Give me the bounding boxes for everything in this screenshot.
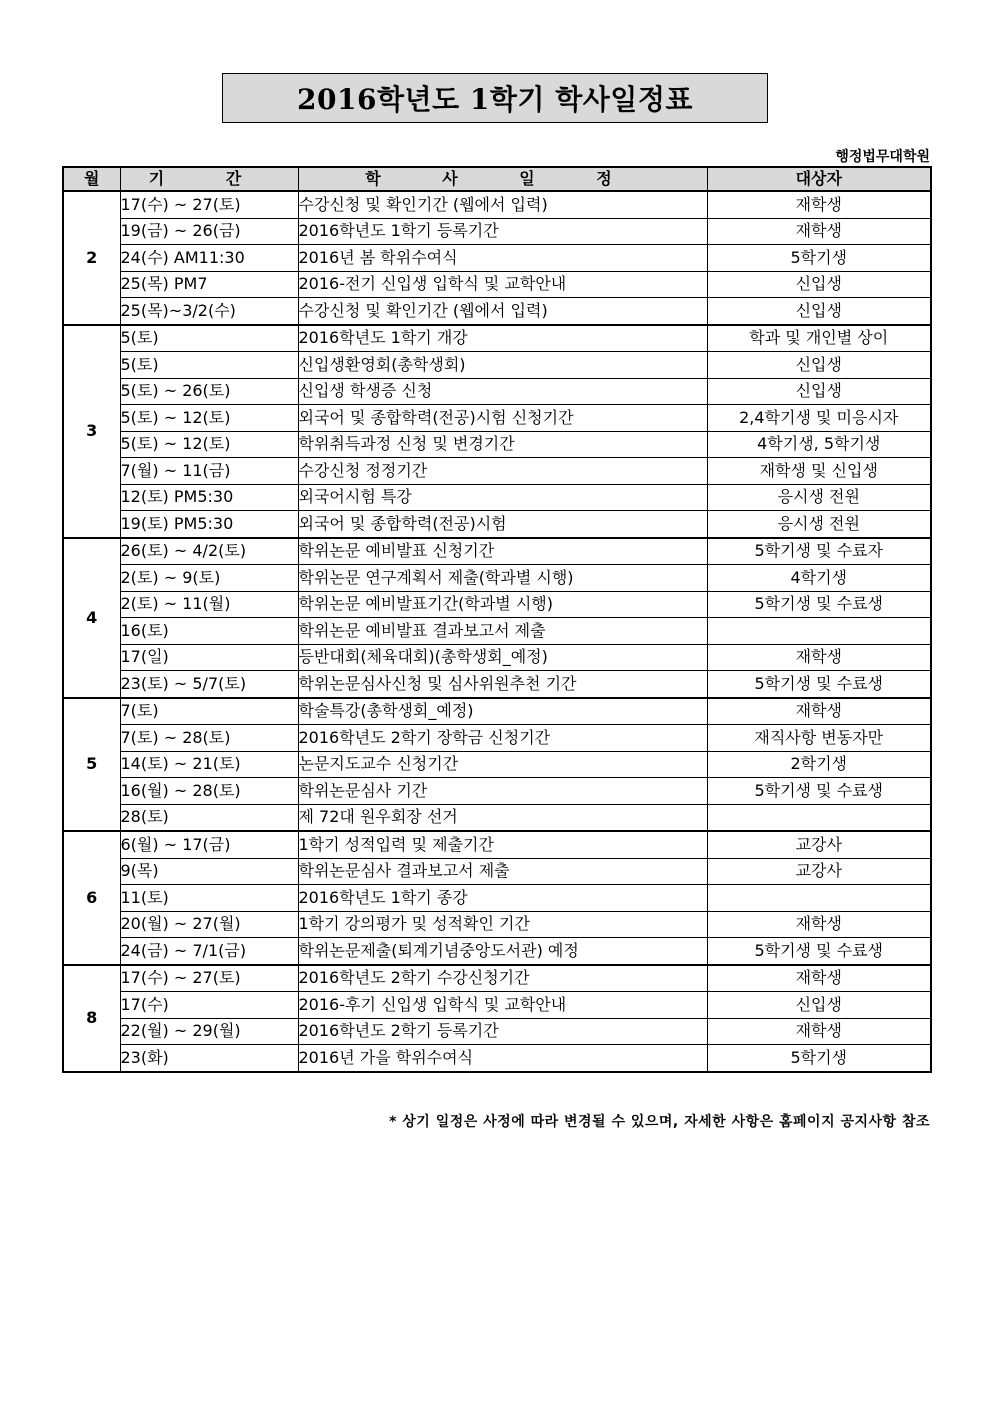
period-cell: 24(수) AM11:30	[120, 245, 298, 272]
event-cell: 제 72대 원우회장 선거	[298, 804, 707, 831]
event-cell: 2016년 가을 학위수여식	[298, 1045, 707, 1072]
period-cell: 7(토) ~ 28(토)	[120, 725, 298, 752]
period-cell: 7(월) ~ 11(금)	[120, 458, 298, 485]
target-cell: 재학생	[707, 644, 931, 671]
table-row	[63, 352, 931, 379]
table-row	[63, 538, 931, 565]
table-row	[63, 938, 931, 965]
period-cell: 5(토) ~ 12(토)	[120, 431, 298, 458]
table-row	[63, 591, 931, 618]
target-cell: 신입생	[707, 298, 931, 325]
table-row	[63, 565, 931, 592]
table-row	[63, 911, 931, 938]
target-cell: 4학기생, 5학기생	[707, 431, 931, 458]
event-cell: 학위논문 예비발표 결과보고서 제출	[298, 618, 707, 645]
target-cell: 신입생	[707, 992, 931, 1019]
target-cell: 5학기생	[707, 1045, 931, 1072]
event-cell: 학술특강(총학생회_예정)	[298, 698, 707, 725]
target-cell: 응시생 전원	[707, 484, 931, 511]
target-cell	[707, 885, 931, 912]
table-row	[63, 511, 931, 538]
table-row	[63, 298, 931, 325]
table-row	[63, 245, 931, 272]
footnote: * 상기 일정은 사정에 따라 변경될 수 있으며, 자세한 사항은 홈페이지 공지사항 참조	[389, 1114, 930, 1130]
target-cell: 재학생	[707, 1018, 931, 1045]
month-cell: 2	[63, 191, 120, 325]
event-cell: 2016학년도 2학기 장학금 신청기간	[298, 725, 707, 752]
event-cell: 학위논문 예비발표기간(학과별 시행)	[298, 591, 707, 618]
month-cell: 8	[63, 965, 120, 1072]
period-cell: 23(화)	[120, 1045, 298, 1072]
period-cell: 17(수) ~ 27(토)	[120, 191, 298, 218]
table-row	[63, 858, 931, 885]
table-row	[63, 618, 931, 645]
header-event: 학 사 일 정	[298, 167, 707, 191]
table-row	[63, 325, 931, 352]
table-row	[63, 218, 931, 245]
target-cell: 응시생 전원	[707, 511, 931, 538]
target-cell: 2학기생	[707, 751, 931, 778]
period-cell: 23(토) ~ 5/7(토)	[120, 671, 298, 698]
table-row	[63, 191, 931, 218]
target-cell: 교강사	[707, 858, 931, 885]
event-cell: 1학기 성적입력 및 제출기간	[298, 831, 707, 858]
period-cell: 6(월) ~ 17(금)	[120, 831, 298, 858]
table-row	[63, 484, 931, 511]
table-row	[63, 698, 931, 725]
table-row	[63, 725, 931, 752]
event-cell: 2016학년도 2학기 수강신청기간	[298, 965, 707, 992]
month-cell: 4	[63, 538, 120, 698]
event-cell: 2016학년도 1학기 등록기간	[298, 218, 707, 245]
event-cell: 2016학년도 1학기 개강	[298, 325, 707, 352]
header-period: 기 간	[120, 167, 298, 191]
period-cell: 9(목)	[120, 858, 298, 885]
table-row	[63, 431, 931, 458]
period-cell: 5(토)	[120, 325, 298, 352]
event-cell: 학위논문심사신청 및 심사위원추천 기간	[298, 671, 707, 698]
table-row	[63, 271, 931, 298]
table-row	[63, 804, 931, 831]
target-cell	[707, 804, 931, 831]
period-cell: 14(토) ~ 21(토)	[120, 751, 298, 778]
target-cell: 5학기생 및 수료생	[707, 591, 931, 618]
target-cell: 신입생	[707, 378, 931, 405]
event-cell: 학위논문 예비발표 신청기간	[298, 538, 707, 565]
event-cell: 1학기 강의평가 및 성적확인 기간	[298, 911, 707, 938]
target-cell: 5학기생	[707, 245, 931, 272]
table-row	[63, 1018, 931, 1045]
event-cell: 외국어시험 특강	[298, 484, 707, 511]
target-cell: 5학기생 및 수료생	[707, 671, 931, 698]
table-row	[63, 405, 931, 432]
target-cell: 재학생	[707, 191, 931, 218]
table-row	[63, 778, 931, 805]
period-cell: 17(수) ~ 27(토)	[120, 965, 298, 992]
period-cell: 20(월) ~ 27(월)	[120, 911, 298, 938]
event-cell: 학위논문심사 결과보고서 제출	[298, 858, 707, 885]
event-cell: 학위취득과정 신청 및 변경기간	[298, 431, 707, 458]
month-cell: 5	[63, 698, 120, 832]
period-cell: 22(월) ~ 29(월)	[120, 1018, 298, 1045]
period-cell: 24(금) ~ 7/1(금)	[120, 938, 298, 965]
month-cell: 3	[63, 325, 120, 538]
table-header-row	[63, 167, 931, 191]
target-cell: 재학생 및 신입생	[707, 458, 931, 485]
table-row	[63, 965, 931, 992]
table-row	[63, 1045, 931, 1072]
table-row	[63, 644, 931, 671]
period-cell: 12(토) PM5:30	[120, 484, 298, 511]
table-row	[63, 885, 931, 912]
target-cell: 재학생	[707, 698, 931, 725]
month-cell: 6	[63, 831, 120, 965]
period-cell: 7(토)	[120, 698, 298, 725]
period-cell: 5(토)	[120, 352, 298, 379]
event-cell: 수강신청 및 확인기간 (웹에서 입력)	[298, 298, 707, 325]
event-cell: 2016-전기 신입생 입학식 및 교학안내	[298, 271, 707, 298]
event-cell: 학위논문제출(퇴계기념중앙도서관) 예정	[298, 938, 707, 965]
event-cell: 2016학년도 1학기 종강	[298, 885, 707, 912]
event-cell: 외국어 및 종합학력(전공)시험 신청기간	[298, 405, 707, 432]
event-cell: 등반대회(체육대회)(총학생회_예정)	[298, 644, 707, 671]
period-cell: 19(토) PM5:30	[120, 511, 298, 538]
period-cell: 5(토) ~ 26(토)	[120, 378, 298, 405]
table-row	[63, 378, 931, 405]
period-cell: 17(일)	[120, 644, 298, 671]
target-cell: 2,4학기생 및 미응시자	[707, 405, 931, 432]
period-cell: 5(토) ~ 12(토)	[120, 405, 298, 432]
event-cell: 수강신청 정정기간	[298, 458, 707, 485]
event-cell: 외국어 및 종합학력(전공)시험	[298, 511, 707, 538]
target-cell: 재학생	[707, 911, 931, 938]
target-cell: 재학생	[707, 218, 931, 245]
event-cell: 2016년 봄 학위수여식	[298, 245, 707, 272]
target-cell: 5학기생 및 수료자	[707, 538, 931, 565]
period-cell: 25(목)~3/2(수)	[120, 298, 298, 325]
event-cell: 수강신청 및 확인기간 (웹에서 입력)	[298, 191, 707, 218]
period-cell: 16(월) ~ 28(토)	[120, 778, 298, 805]
period-cell: 19(금) ~ 26(금)	[120, 218, 298, 245]
table-row	[63, 992, 931, 1019]
period-cell: 28(토)	[120, 804, 298, 831]
event-cell: 논문지도교수 신청기간	[298, 751, 707, 778]
department-name: 행정법무대학원	[835, 149, 930, 165]
period-cell: 2(토) ~ 9(토)	[120, 565, 298, 592]
target-cell: 재학생	[707, 965, 931, 992]
table-row	[63, 458, 931, 485]
period-cell: 11(토)	[120, 885, 298, 912]
event-cell: 신입생 학생증 신청	[298, 378, 707, 405]
target-cell: 신입생	[707, 352, 931, 379]
document-title-box	[222, 73, 768, 123]
target-cell: 신입생	[707, 271, 931, 298]
target-cell: 학과 및 개인별 상이	[707, 325, 931, 352]
event-cell: 학위논문심사 기간	[298, 778, 707, 805]
period-cell: 25(목) PM7	[120, 271, 298, 298]
schedule-table	[62, 166, 932, 1073]
event-cell: 2016학년도 2학기 등록기간	[298, 1018, 707, 1045]
header-month: 월	[63, 167, 120, 191]
target-cell: 재직사항 변동자만	[707, 725, 931, 752]
event-cell: 2016-후기 신입생 입학식 및 교학안내	[298, 992, 707, 1019]
target-cell: 교강사	[707, 831, 931, 858]
table-row	[63, 671, 931, 698]
target-cell: 5학기생 및 수료생	[707, 778, 931, 805]
header-target: 대상자	[707, 167, 931, 191]
period-cell: 26(토) ~ 4/2(토)	[120, 538, 298, 565]
event-cell: 신입생환영회(총학생회)	[298, 352, 707, 379]
table-row	[63, 831, 931, 858]
event-cell: 학위논문 연구계획서 제출(학과별 시행)	[298, 565, 707, 592]
target-cell: 5학기생 및 수료생	[707, 938, 931, 965]
period-cell: 2(토) ~ 11(월)	[120, 591, 298, 618]
period-cell: 17(수)	[120, 992, 298, 1019]
target-cell: 4학기생	[707, 565, 931, 592]
target-cell	[707, 618, 931, 645]
period-cell: 16(토)	[120, 618, 298, 645]
schedule-body	[63, 191, 931, 1072]
document-title: 2016학년도 1학기 학사일정표	[297, 83, 693, 116]
table-row	[63, 751, 931, 778]
